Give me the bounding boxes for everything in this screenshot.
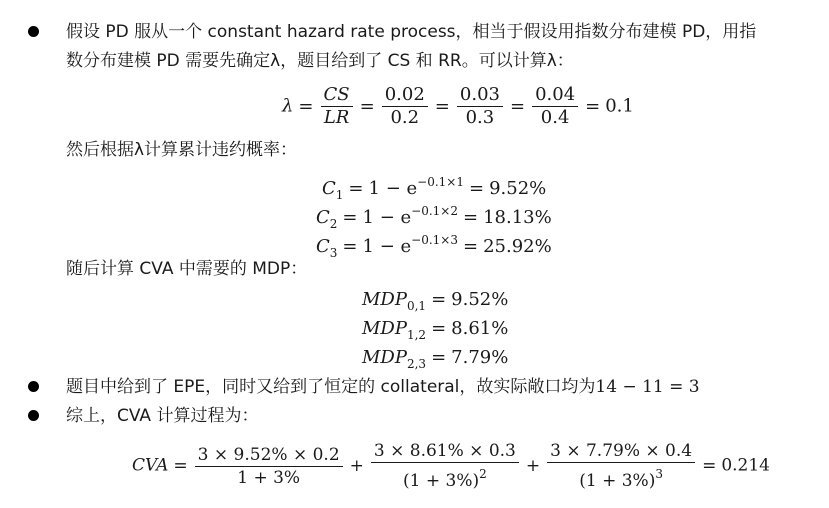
- fraction-cs-lr: $\frac{CS}{LR}$: [321, 84, 353, 129]
- bullet-3-text: 综上，CVA 计算过程为：: [66, 406, 259, 426]
- cumulative-heading: 然后根据λ计算累计违约概率：: [66, 140, 298, 160]
- cva-result: 0.214: [721, 455, 770, 476]
- bullet-2-text: 题目中给到了 EPE，同时又给到了恒定的 collateral，故实际敞口均为14 − 11 = 3: [66, 377, 700, 397]
- lambda-result: 0.1: [605, 95, 634, 117]
- lambda-symbol: λ: [282, 95, 294, 117]
- cva-term-2: $\frac{3 \times 8.61\% \times 0.3}{(1 + 3\%)^2}$: [371, 440, 519, 492]
- lambda-equation: λ = $\frac{CS}{LR}$ = $\frac{0.02}{0.2}$ = $\frac{0.03}{0.3}$ = $\frac{0.04}{0.4}$ = 0.1: [282, 84, 634, 128]
- fraction-3: $\frac{0.04}{0.4}$: [532, 84, 578, 129]
- fraction-1: $\frac{0.02}{0.2}$: [382, 84, 428, 129]
- exposure-expression: 14 − 11 = 3: [595, 377, 700, 397]
- cumulative-equation-2: $C_2 = 1 - e^{-0.1\times 2} = 18.13\%$: [316, 204, 552, 231]
- bullet-3-marker: [28, 410, 39, 421]
- cva-term-1: $\frac{3 \times 9.52\% \times 0.2}{1 + 3\%}$: [195, 444, 343, 489]
- bullet-1-marker: [28, 26, 39, 37]
- bullet-1-line-1: 假设 PD 服从一个 constant hazard rate process，相当于假设用指数分布建模 PD，用指: [66, 22, 757, 42]
- fraction-2: $\frac{0.03}{0.3}$: [457, 84, 503, 129]
- mdp-equation-3: $MDP_{2,3} = 7.79\%$: [362, 347, 509, 371]
- cva-equation: CVA = $\frac{3 \times 9.52\% \times 0.2}{1 + 3\%}$ + $\frac{3 \times 8.61\% \times 0.3}{(1 + 3\%)^2}$ + $\frac{3 \times 7.79\% \times 0.4}{(1 + 3\%)^3}$ = 0.214: [132, 441, 770, 491]
- cva-term-3: $\frac{3 \times 7.79\% \times 0.4}{(1 + 3\%)^3}$: [547, 440, 695, 492]
- mdp-heading: 随后计算 CVA 中需要的 MDP：: [66, 259, 308, 279]
- mdp-equation-1: $MDP_{0,1} = 9.52\%$: [362, 289, 509, 313]
- cumulative-equation-3: $C_3 = 1 - e^{-0.1\times 3} = 25.92\%$: [316, 233, 552, 260]
- cumulative-equation-1: $C_1 = 1 - e^{-0.1\times 1} = 9.52\%$: [322, 175, 547, 202]
- bullet-2-marker: [28, 381, 39, 392]
- cva-symbol: CVA: [132, 455, 169, 476]
- mdp-equation-2: $MDP_{1,2} = 8.61\%$: [362, 318, 509, 342]
- bullet-1-line-2: 数分布建模 PD 需要先确定λ，题目给到了 CS 和 RR。可以计算λ：: [66, 51, 574, 71]
